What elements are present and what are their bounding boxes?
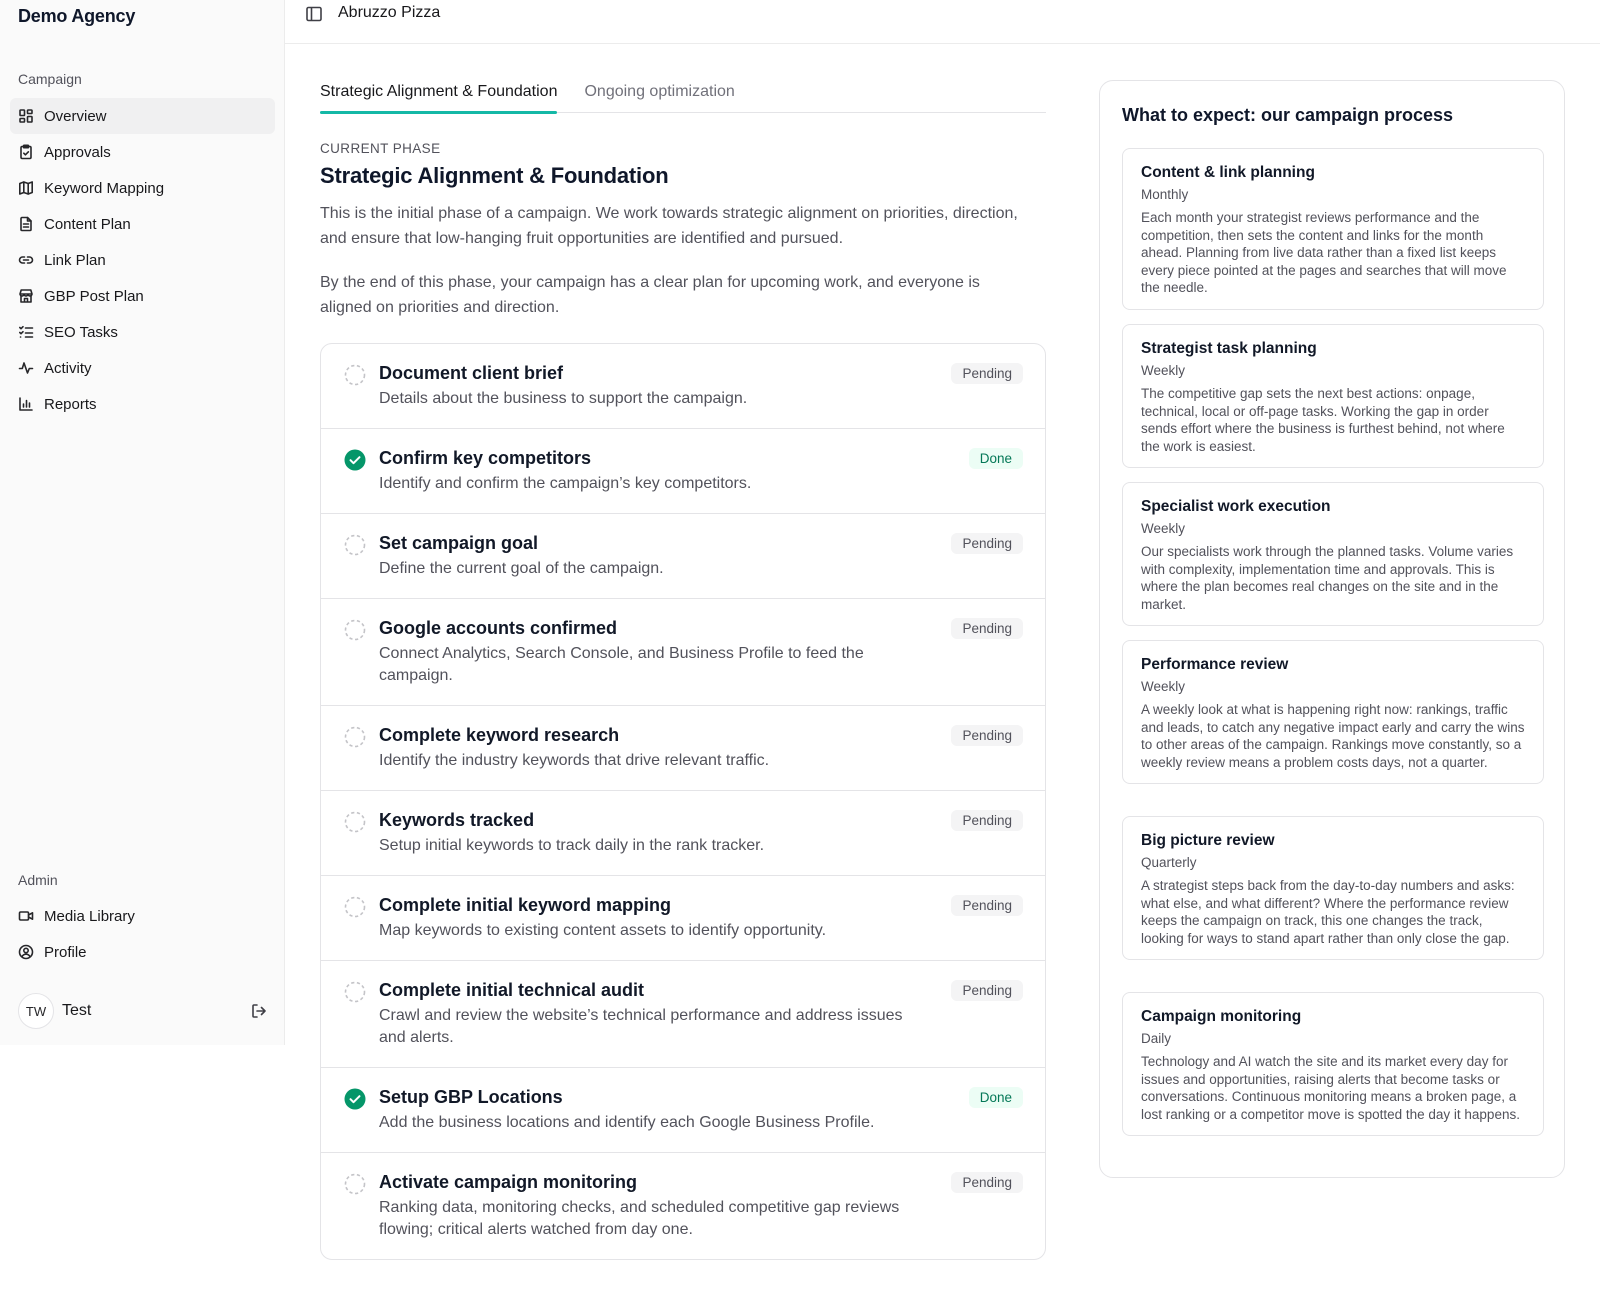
process-title: What to expect: our campaign process [1122,105,1454,125]
status-badge: Pending [951,618,1023,639]
step-title: Performance review [1141,656,1289,673]
phase-label: CURRENT PHASE [320,141,441,156]
dashed-circle-icon [344,811,366,833]
process-step-card [1122,992,1544,1136]
status-badge: Pending [951,810,1023,831]
process-step-card [1122,640,1544,784]
page-title: Abruzzo Pizza [338,4,441,21]
task-description: Identify the industry keywords that drive relevant traffic. [379,752,770,769]
admin-heading: Admin [18,872,58,888]
step-description: A weekly look at what is happening right now: rankings, traffic and leads, to catch any negative impact early and carry the wins to other areas of the campaign. Rankings move constantly, so a weekly review means a problem costs days, not a quarter. [1141,702,1525,770]
step-title: Specialist work execution [1141,498,1331,515]
sidebar-item-profile[interactable] [10,934,275,970]
sidebar-item-label: Profile [44,943,87,961]
task-description: Setup initial keywords to track daily in the rank tracker. [379,837,765,854]
status-badge: Done [969,1087,1023,1108]
status-badge: Pending [951,895,1023,916]
sidebar [0,0,285,1045]
sidebar-item-label: Content Plan [44,215,131,233]
dashed-circle-icon [344,1173,366,1195]
store-icon [18,288,34,304]
step-frequency: Weekly [1141,363,1186,378]
status-badge: Done [969,448,1023,469]
task-title: Complete initial keyword mapping [379,895,672,915]
task-title: Set campaign goal [379,533,539,553]
process-step-card [1122,148,1544,310]
process-step-card [1122,482,1544,626]
user-circle-icon [18,944,34,960]
task-row[interactable] [321,876,1045,961]
tab-ongoing-optimization[interactable]: Ongoing optimization [584,83,735,100]
video-icon [18,908,34,924]
task-row[interactable] [321,344,1045,429]
task-description: Add the business locations and identify each Google Business Profile. [379,1114,875,1131]
process-step-card [1122,324,1544,468]
task-row[interactable] [321,599,1045,706]
check-circle-icon [344,449,366,471]
dashed-circle-icon [344,534,366,556]
task-title: Complete initial technical audit [379,980,645,1000]
task-description: Details about the business to support the campaign. [379,390,748,407]
dashed-circle-icon [344,726,366,748]
sidebar-item-reports[interactable] [10,386,275,422]
sidebar-item-approvals[interactable] [10,134,275,170]
task-row[interactable] [321,706,1045,791]
top-bar [285,0,1600,44]
task-title: Keywords tracked [379,810,535,830]
clipboard-check-icon [18,144,34,160]
sidebar-item-label: SEO Tasks [44,323,118,341]
step-frequency: Weekly [1141,521,1186,536]
user-name: Test [62,1002,92,1019]
task-description: Map keywords to existing content assets to identify opportunity. [379,922,827,939]
tab-strategic-alignment[interactable]: Strategic Alignment & Foundation [320,78,557,113]
step-frequency: Daily [1141,1031,1172,1046]
logout-icon[interactable] [250,1002,268,1020]
admin-nav [10,898,275,970]
sidebar-item-label: GBP Post Plan [44,287,144,305]
task-title: Complete keyword research [379,725,620,745]
task-row[interactable] [321,961,1045,1068]
step-frequency: Weekly [1141,679,1186,694]
step-description: Technology and AI watch the site and its market every day for issues and opportunities, raising alerts that become tasks or conversations. Continuous monitoring means a broken page, a lost ranking or a competitor move is spotted the day it happens. [1141,1054,1520,1122]
task-title: Document client brief [379,363,564,383]
phase-description: This is the initial phase of a campaign. We work towards strategic alignment on priorities, direction, and ensure that low-hanging fruit opportunities are identified and pursued. [320,205,1018,247]
status-badge: Pending [951,1172,1023,1193]
sidebar-item-label: Overview [44,107,107,125]
task-title: Activate campaign monitoring [379,1172,638,1192]
link-icon [18,252,34,268]
phase-outcome: By the end of this phase, your campaign has a clear plan for upcoming work, and everyone is aligned on priorities and direction. [320,274,980,316]
dashed-circle-icon [344,981,366,1003]
campaign-heading: Campaign [18,71,82,87]
brand-name[interactable]: Demo Agency [18,6,136,26]
phase-tabs [320,78,1046,113]
task-description: Crawl and review the website’s technical performance and address issues and alerts. [379,1007,903,1046]
task-title: Google accounts confirmed [379,618,618,638]
status-badge: Pending [951,363,1023,384]
sidebar-item-label: Approvals [44,143,111,161]
status-badge: Pending [951,533,1023,554]
map-icon [18,180,34,196]
step-description: Each month your strategist reviews performance and the competition, then sets the content and links for the month ahead. Planning from live data rather than a fixed list keeps every piece pointed at the pages and searches that will move the needle. [1141,210,1507,295]
step-title: Content & link planning [1141,164,1315,181]
campaign-nav [10,98,275,422]
task-row[interactable] [321,429,1045,514]
user-menu[interactable] [18,993,268,1029]
sidebar-item-content-plan[interactable] [10,206,275,242]
task-row[interactable] [321,1068,1045,1153]
task-list [320,343,1046,1260]
task-description: Ranking data, monitoring checks, and scheduled competitive gap reviews flowing; critical alerts watched from day one. [379,1199,900,1238]
task-row[interactable] [321,1153,1045,1259]
check-circle-icon [344,1088,366,1110]
dashed-circle-icon [344,364,366,386]
step-description: Our specialists work through the planned tasks. Volume varies with complexity, implementation time and approvals. This is where the plan becomes real changes on the site and in the market. [1141,544,1514,612]
sidebar-item-label: Reports [44,395,97,413]
sidebar-item-gbp-post-plan[interactable] [10,278,275,314]
step-title: Strategist task planning [1141,340,1317,357]
task-row[interactable] [321,791,1045,876]
dashed-circle-icon [344,619,366,641]
step-frequency: Monthly [1141,187,1189,202]
step-frequency: Quarterly [1141,855,1197,870]
task-description: Identify and confirm the campaign’s key competitors. [379,475,752,492]
step-title: Big picture review [1141,832,1275,849]
sidebar-item-media-library[interactable] [10,898,275,934]
dashed-circle-icon [344,896,366,918]
sidebar-toggle-icon[interactable] [305,5,323,23]
sidebar-item-keyword-mapping[interactable] [10,170,275,206]
avatar[interactable]: TW [18,993,54,1029]
step-description: The competitive gap sets the next best actions: onpage, technical, local or off-page tasks. Working the gap in order sends effort where the business is furthest behind, not where the work is easiest. [1141,386,1505,454]
sidebar-item-label: Media Library [44,907,135,925]
sidebar-item-overview[interactable] [10,98,275,134]
process-step-card [1122,816,1544,960]
activity-icon [18,360,34,376]
task-row[interactable] [321,514,1045,599]
sidebar-item-label: Keyword Mapping [44,179,165,197]
step-description: A strategist steps back from the day-to-day numbers and asks: what else, and what different? Where the performance review keeps the campaign on track, this one changes the track, looking for ways to stand apart rather than only close the gap. [1141,878,1515,946]
task-description: Define the current goal of the campaign. [379,560,664,577]
grid-icon [18,108,34,124]
sidebar-item-activity[interactable] [10,350,275,386]
sidebar-item-link-plan[interactable] [10,242,275,278]
status-badge: Pending [951,725,1023,746]
step-title: Campaign monitoring [1141,1008,1302,1025]
phase-title: Strategic Alignment & Foundation [320,163,669,188]
task-title: Confirm key competitors [379,448,592,468]
sidebar-item-label: Activity [44,359,92,377]
task-description: Connect Analytics, Search Console, and Business Profile to feed the campaign. [379,645,864,684]
task-title: Setup GBP Locations [379,1087,563,1107]
bar-chart-icon [18,396,34,412]
status-badge: Pending [951,980,1023,1001]
process-panel [1099,80,1565,1178]
list-checks-icon [18,324,34,340]
file-text-icon [18,216,34,232]
sidebar-item-seo-tasks[interactable] [10,314,275,350]
sidebar-item-label: Link Plan [44,251,106,269]
